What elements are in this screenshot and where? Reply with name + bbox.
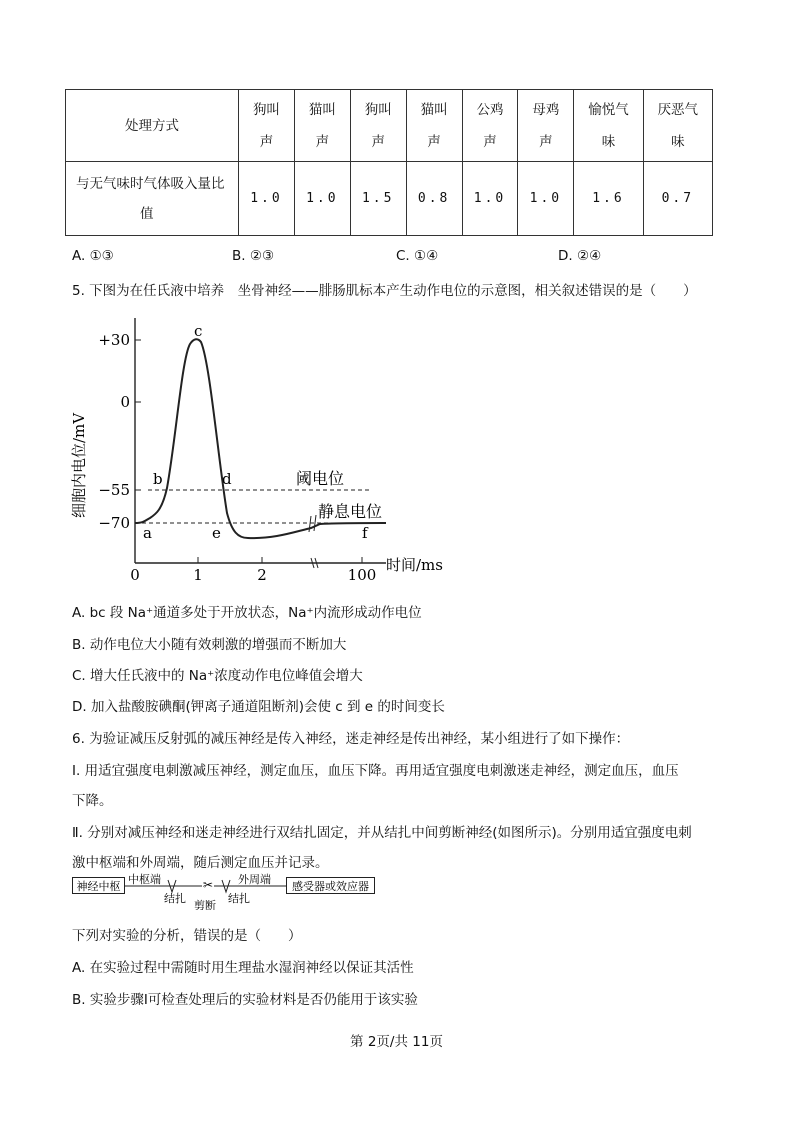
table-cell: 1.6	[574, 162, 643, 236]
scissors-icon: ✂	[202, 878, 214, 892]
peripheral-end-label: 外周端	[238, 873, 271, 886]
q5-option-a[interactable]: A. bc 段 Na⁺通道多处于开放状态，Na⁺内流形成动作电位	[72, 605, 422, 621]
ytick-label: −55	[98, 481, 130, 499]
table-col-header: 愉悦气 味	[574, 90, 643, 162]
q6-question: 下列对实验的分析，错误的是（ ）	[72, 928, 302, 944]
q4-option-c[interactable]: C. ①④	[396, 248, 439, 264]
ytick-label: 0	[120, 393, 130, 411]
q4-option-a[interactable]: A. ①③	[72, 248, 114, 264]
nerve-ligation-diagram	[72, 872, 376, 910]
central-end-label: 中枢端	[128, 873, 161, 886]
table-cell: 1.0	[518, 162, 574, 236]
q6-step1-line1: Ⅰ. 用适宜强度电刺激减压神经，测定血压，血压下降。再用适宜强度电刺激迷走神经，测定血压，血压	[72, 763, 679, 779]
q5-option-c[interactable]: C. 增大任氏液中的 Na⁺浓度动作电位峰值会增大	[72, 668, 363, 684]
ytick-label: −70	[98, 514, 130, 532]
xtick-label: 100	[347, 566, 377, 584]
table-col-header: 狗叫 声	[350, 90, 406, 162]
cut-label: 剪断	[194, 899, 216, 910]
point-label-b: b	[153, 470, 163, 488]
page-footer: 第 2页/共 11页	[350, 1034, 443, 1050]
point-label-f: f	[362, 524, 368, 542]
table-col-header: 猫叫 声	[294, 90, 350, 162]
q5-stem: 5. 下图为在任氏液中培养 坐骨神经——腓肠肌标本产生动作电位的示意图，相关叙述错误的是（ ）	[72, 283, 697, 299]
table-col-header: 厌恶气 味	[643, 90, 712, 162]
xtick-label: 2	[257, 566, 267, 584]
xtick-label: 0	[130, 566, 140, 584]
table-cell: 1.0	[294, 162, 350, 236]
q6-step2-line1: Ⅱ. 分别对减压神经和迷走神经进行双结扎固定，并从结扎中间剪断神经(如图所示)。分别用适宜强度电刺	[72, 825, 692, 841]
resting-label: 静息电位	[318, 502, 383, 521]
q6-step2-line2: 激中枢端和外周端，随后测定血压并记录。	[72, 855, 329, 871]
point-label-c: c	[194, 322, 203, 340]
table-header-label: 处理方式	[66, 90, 239, 162]
table-cell: 0.7	[643, 162, 712, 236]
q6-stem: 6. 为验证减压反射弧的减压神经是传入神经，迷走神经是传出神经，某小组进行了如下操作：	[72, 731, 630, 747]
table-cell: 1.0	[239, 162, 295, 236]
table-col-header: 狗叫 声	[239, 90, 295, 162]
table-col-header: 猫叫 声	[406, 90, 462, 162]
point-label-d: d	[222, 470, 232, 488]
q4-option-d[interactable]: D. ②④	[558, 248, 602, 264]
table-row-label: 与无气味时气体吸入量比 值	[66, 162, 239, 236]
q5-option-d[interactable]: D. 加入盐酸胺碘酮(钾离子通道阻断剂)会使 c 到 e 的时间变长	[72, 699, 445, 715]
table-col-header: 母鸡 声	[518, 90, 574, 162]
point-label-a: a	[143, 524, 152, 542]
q5-option-b[interactable]: B. 动作电位大小随有效刺激的增强而不断加大	[72, 637, 347, 653]
q6-step1-line2: 下降。	[72, 793, 113, 809]
receptor-effector-label: 感受器或效应器	[292, 880, 369, 893]
y-axis-label: 细胞内电位/mV	[70, 412, 88, 518]
q6-option-a[interactable]: A. 在实验过程中需随时用生理盐水湿润神经以保证其活性	[72, 960, 414, 976]
table-col-header: 公鸡 声	[462, 90, 518, 162]
x-axis-label: 时间/ms	[386, 556, 443, 574]
data-table	[65, 89, 713, 236]
action-potential-graph	[64, 318, 454, 586]
table-cell: 1.5	[350, 162, 406, 236]
ytick-label: +30	[98, 331, 130, 349]
ligature-label-2: 结扎	[228, 892, 250, 905]
threshold-label: 阈电位	[296, 469, 345, 488]
nerve-center-label: 神经中枢	[76, 880, 121, 893]
q6-option-b[interactable]: B. 实验步骤Ⅰ可检查处理后的实验材料是否仍能用于该实验	[72, 992, 418, 1008]
table-cell: 0.8	[406, 162, 462, 236]
xtick-label: 1	[193, 566, 203, 584]
point-label-e: e	[212, 524, 221, 542]
q4-option-b[interactable]: B. ②③	[232, 248, 275, 264]
ligature-label-1: 结扎	[164, 892, 186, 905]
table-cell: 1.0	[462, 162, 518, 236]
